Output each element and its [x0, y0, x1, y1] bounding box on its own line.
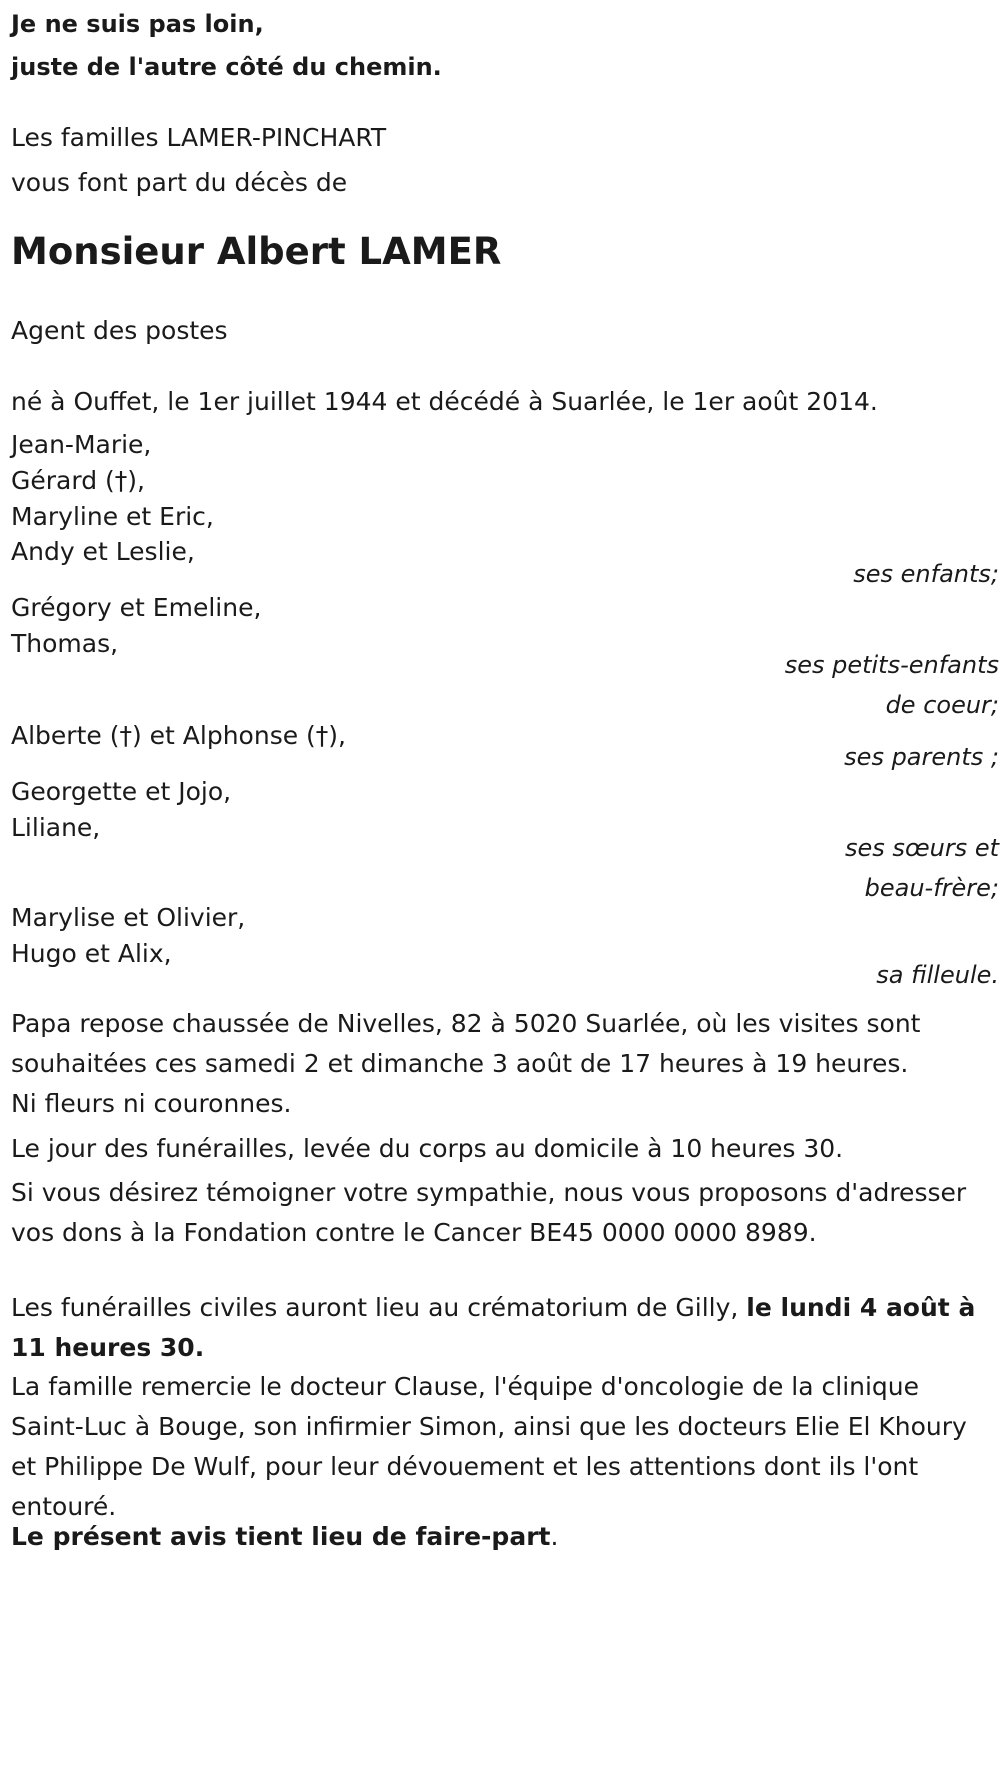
funeral-day-notice: Le jour des funérailles, levée du corps au domicile à 10 heures 30.	[11, 1134, 844, 1163]
family-member: Marylise et Olivier,	[11, 903, 246, 932]
family-member: Georgette et Jojo,	[11, 777, 232, 806]
role-label: ses sœurs et	[845, 834, 999, 862]
role-label: ses petits-enfants	[784, 651, 999, 679]
role-label: ses enfants;	[853, 560, 999, 588]
closing-period: .	[550, 1522, 559, 1551]
family-member: Thomas,	[11, 629, 119, 658]
deceased-profession: Agent des postes	[11, 316, 228, 345]
role-siblings	[599, 828, 999, 908]
intro-families: Les familles LAMER-PINCHART	[11, 123, 387, 152]
birth-death-line: né à Ouffet, le 1er juillet 1944 et décédé à Suarlée, le 1er août 2014.	[11, 387, 878, 416]
family-member: Liliane,	[11, 813, 101, 842]
family-member: Gérard (†),	[11, 466, 145, 495]
role-goddaughter	[599, 955, 999, 995]
closing-text: Le présent avis tient lieu de faire-part	[11, 1522, 551, 1551]
ceremony-notice	[11, 1288, 996, 1368]
family-member: Alberte (†) et Alphonse (†),	[11, 721, 346, 750]
thanks-notice: La famille remercie le docteur Clause, l'équipe d'oncologie de la clinique Saint-Luc à Bouge, son infirmier Simon, ainsi que les docteurs Elie El Khoury et Philippe De Wulf, pour leur dévouement et les attentions dont ils l'ont entouré.	[11, 1372, 967, 1521]
role-label: beau-frère;	[864, 874, 999, 902]
role-label: de coeur;	[885, 691, 999, 719]
role-parents	[599, 737, 999, 777]
ceremony-text: Les funérailles civiles auront lieu au crématorium de Gilly,	[11, 1293, 747, 1322]
deceased-name: Monsieur Albert LAMER	[11, 230, 502, 273]
ceremony-date: le lundi 4 août à 11 heures 30.	[11, 1293, 976, 1362]
family-member: Jean-Marie,	[11, 430, 152, 459]
donation-notice: Si vous désirez témoigner votre sympathie, nous vous proposons d'adresser vos dons à la Fondation contre le Cancer BE45 0000 0000 8989.	[11, 1178, 967, 1247]
role-grandchildren	[599, 645, 999, 725]
family-member: Maryline et Eric,	[11, 502, 214, 531]
quote-line-1: Je ne suis pas loin,	[11, 10, 264, 38]
family-member: Grégory et Emeline,	[11, 593, 262, 622]
quote-line-2: juste de l'autre côté du chemin.	[11, 53, 442, 81]
family-member: Andy et Leslie,	[11, 537, 195, 566]
role-label: sa filleule.	[876, 961, 999, 989]
flowers-notice: Ni fleurs ni couronnes.	[11, 1089, 292, 1118]
role-children	[599, 554, 999, 594]
closing-notice	[11, 1517, 996, 1557]
intro-announcement: vous font part du décès de	[11, 168, 348, 197]
family-member: Hugo et Alix,	[11, 939, 172, 968]
visit-notice: Papa repose chaussée de Nivelles, 82 à 5020 Suarlée, où les visites sont souhaitées ces samedi 2 et dimanche 3 août de 17 heures à 19 heures.	[11, 1009, 921, 1078]
role-label: ses parents ;	[844, 743, 999, 771]
